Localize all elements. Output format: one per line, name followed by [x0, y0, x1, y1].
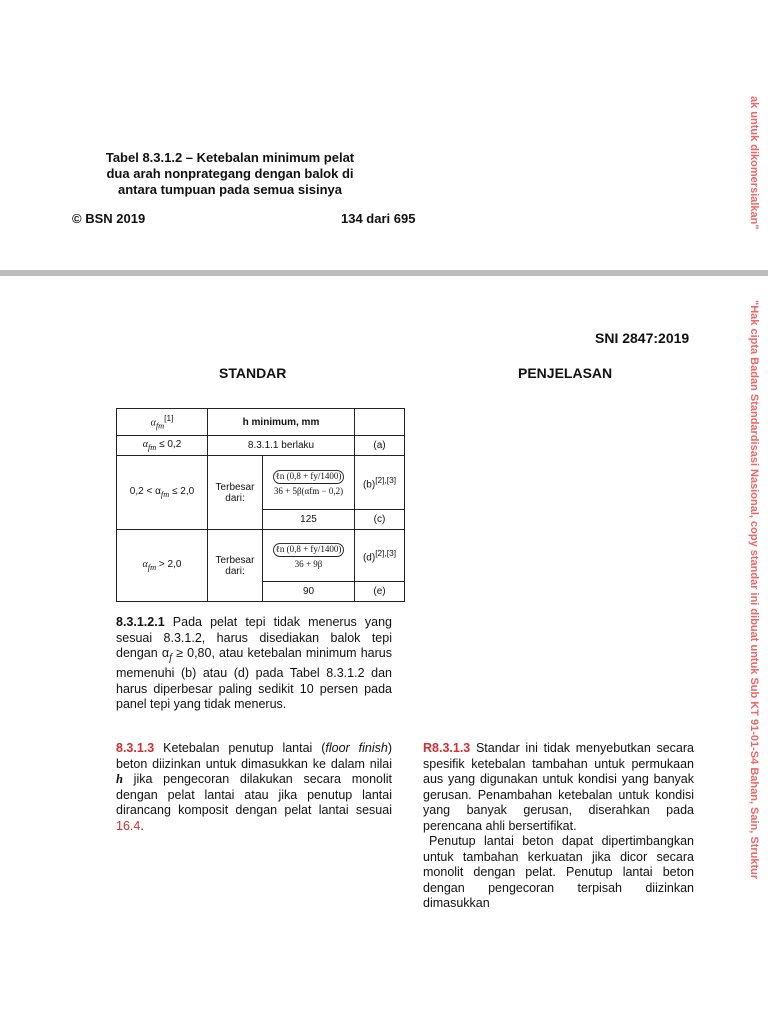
- row3-value2: 90: [263, 582, 355, 602]
- row2-formula-denominator: 36 + 5β(αfm − 0,2): [273, 485, 344, 496]
- row3-formula: [263, 530, 355, 582]
- paragraph-r8-3-1-3: R8.3.1.3 Standar ini tidak menyebutkan secara spesifik ketebalan tambahan untuk permukaan aus yang digunakan untuk kondisi yang banyak gerusan. Penambahan ketebalan untuk kondisi yang banyak gerusan, diserahkan pada perencana ahli bersertifikat. Penutup lantai beton dapat dipertimbangkan untuk tambahan kerkuatan jika dicor secara monolit dengan pelat. Penutup lantai beton dengan pengecoran terpisah diizinkan dimasukkan: [423, 741, 694, 910]
- row3-condition: $\alpha_{fm} > 2,0$: [117, 530, 208, 602]
- page-divider: [0, 270, 768, 276]
- thickness-table: [116, 408, 405, 602]
- document-number: SNI 2847:2019: [595, 330, 690, 346]
- table-row: [117, 436, 405, 456]
- row3-tag: (d)[2],[3]: [355, 530, 405, 582]
- row2-condition: $0,2 < \alpha_{fm} \le 2,0$: [117, 456, 208, 530]
- row3-label: Terbesar dari:: [208, 530, 263, 602]
- header-alpha-fm: $\alpha_{fm}[1]$: [117, 409, 208, 436]
- column-heading-standar: STANDAR: [219, 365, 287, 381]
- row2-formula: [263, 456, 355, 510]
- row1-condition: $\alpha_{fm} \le 0,2$: [117, 436, 208, 456]
- paragraph-8-3-1-2-1: 8.3.1.2.1 Pada pelat tepi tidak menerus yang sesuai 8.3.1.2, harus disediakan balok tepi dengan $\alpha_f \ge 0,80$, atau ketebalan minimum harus memenuhi (b) atau (d) pada Tabel 8.3.1.2 dan harus diperbesar paling sedikit 10 persen pada panel tepi yang tidak menerus.: [116, 615, 392, 711]
- caption-line-3: antara tumpuan pada semua sisinya: [118, 182, 342, 197]
- row2-value2: 125: [263, 510, 355, 530]
- row3-formula-denominator: 36 + 9β: [294, 558, 323, 569]
- caption-line-2: dua arah nonprategang dengan balok di: [106, 166, 354, 181]
- header-empty: [355, 409, 405, 436]
- table-header-row: [117, 409, 405, 436]
- copyright-footer: © BSN 2019: [72, 211, 146, 226]
- table-caption: [80, 150, 380, 198]
- watermark-copyright: "Hak cipta Badan Standardisasi Nasional, copy standar ini dibuat untuk Sub KT 91-01-S4 Bahan, Sain, Struktur: [748, 300, 760, 880]
- caption-line-1: Tabel 8.3.1.2 – Ketebalan minimum pelat: [105, 150, 355, 165]
- row1-value: 8.3.1.1 berlaku: [208, 436, 355, 456]
- row2-tag: (b)[2],[3]: [355, 456, 405, 510]
- paragraph-8-3-1-3: 8.3.1.3 Ketebalan penutup lantai (floor finish) beton diizinkan untuk dimasukkan ke dalam nilai h jika pengecoran dilakukan secara monolit dengan pelat lantai atau jika penutup lantai dirancang komposit dengan pelat lantai sesuai 16.4.: [116, 741, 392, 833]
- row2-tag2: (c): [355, 510, 405, 530]
- table-row: [117, 456, 405, 510]
- row3-formula-numerator: ℓn (0,8 + fy/1400): [273, 543, 345, 557]
- row1-tag: (a): [355, 436, 405, 456]
- row3-tag2: (e): [355, 582, 405, 602]
- watermark-top: ak untuk dikomersialkan": [748, 96, 760, 230]
- table-row: [117, 530, 405, 582]
- page-number: 134 dari 695: [341, 211, 416, 226]
- link-16-4[interactable]: 16.4: [116, 818, 141, 833]
- column-heading-penjelasan: PENJELASAN: [518, 365, 613, 381]
- row2-formula-numerator: ℓn (0,8 + fy/1400): [273, 470, 345, 484]
- header-h-minimum: h minimum, mm: [208, 409, 355, 436]
- row2-label: Terbesar dari:: [208, 456, 263, 530]
